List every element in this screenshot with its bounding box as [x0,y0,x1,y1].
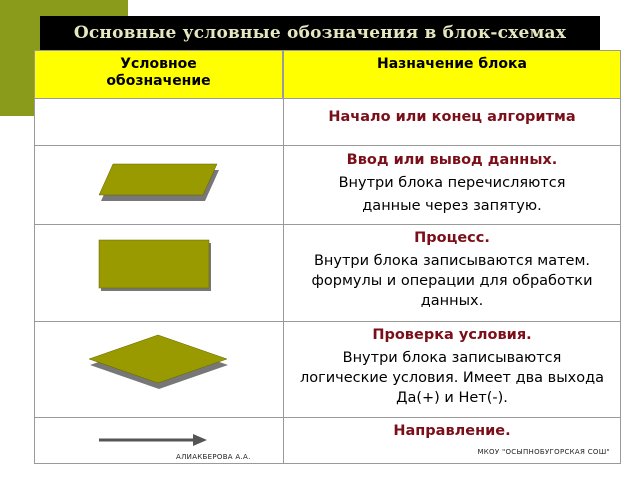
shape-cell-terminator [35,99,283,145]
header-symbol-label: Условное обозначение [106,56,211,89]
row-title-parallelogram: Ввод или вывод данных. [346,152,558,168]
rhombus-shape-icon [35,322,283,418]
header-purpose-label: Назначение блока [377,56,527,72]
table-row-rectangle [35,225,620,322]
desc-cell-parallelogram [284,146,620,224]
row-body-rhombus: Внутри блока записываются логические условия. Имеет два выхода Да(+) и Нет(-). [299,350,605,406]
row-body-rectangle: Внутри блока записываются матем. формулы и операции для обработки данных. [311,253,593,309]
header-symbol [35,51,283,98]
row-title-rectangle: Процесс. [414,230,490,246]
row-body-parallelogram: Внутри блока перечисляются данные через запятую. [338,175,566,214]
parallelogram-shape-icon [35,146,283,225]
shape-cell-rhombus [35,322,283,417]
slide-title-text: Основные условные обозначения в блок-схемах [73,23,567,43]
table-row-rhombus [35,322,620,418]
shape-cell-parallelogram [35,146,283,224]
table-row-terminator [35,99,620,146]
shape-cell-rectangle [35,225,283,321]
desc-cell-rhombus [284,322,620,417]
desc-cell-rectangle [284,225,620,321]
row-title-terminator: Начало или конец алгоритма [328,109,576,125]
desc-cell-terminator [284,99,620,145]
header-purpose [284,51,620,98]
table-header-row [35,51,620,99]
footer-author: АЛИАКБЕРОВА А.А. [176,453,251,461]
row-title-arrow: Направление. [393,423,511,439]
row-title-rhombus: Проверка условия. [372,327,532,343]
slide-title [40,16,600,50]
footer-school: МКОУ "ОСЫПНОБУГОРСКАЯ СОШ" [477,448,610,456]
rectangle-shape-icon [35,225,283,322]
symbols-table [34,50,621,464]
table-row-parallelogram [35,146,620,225]
